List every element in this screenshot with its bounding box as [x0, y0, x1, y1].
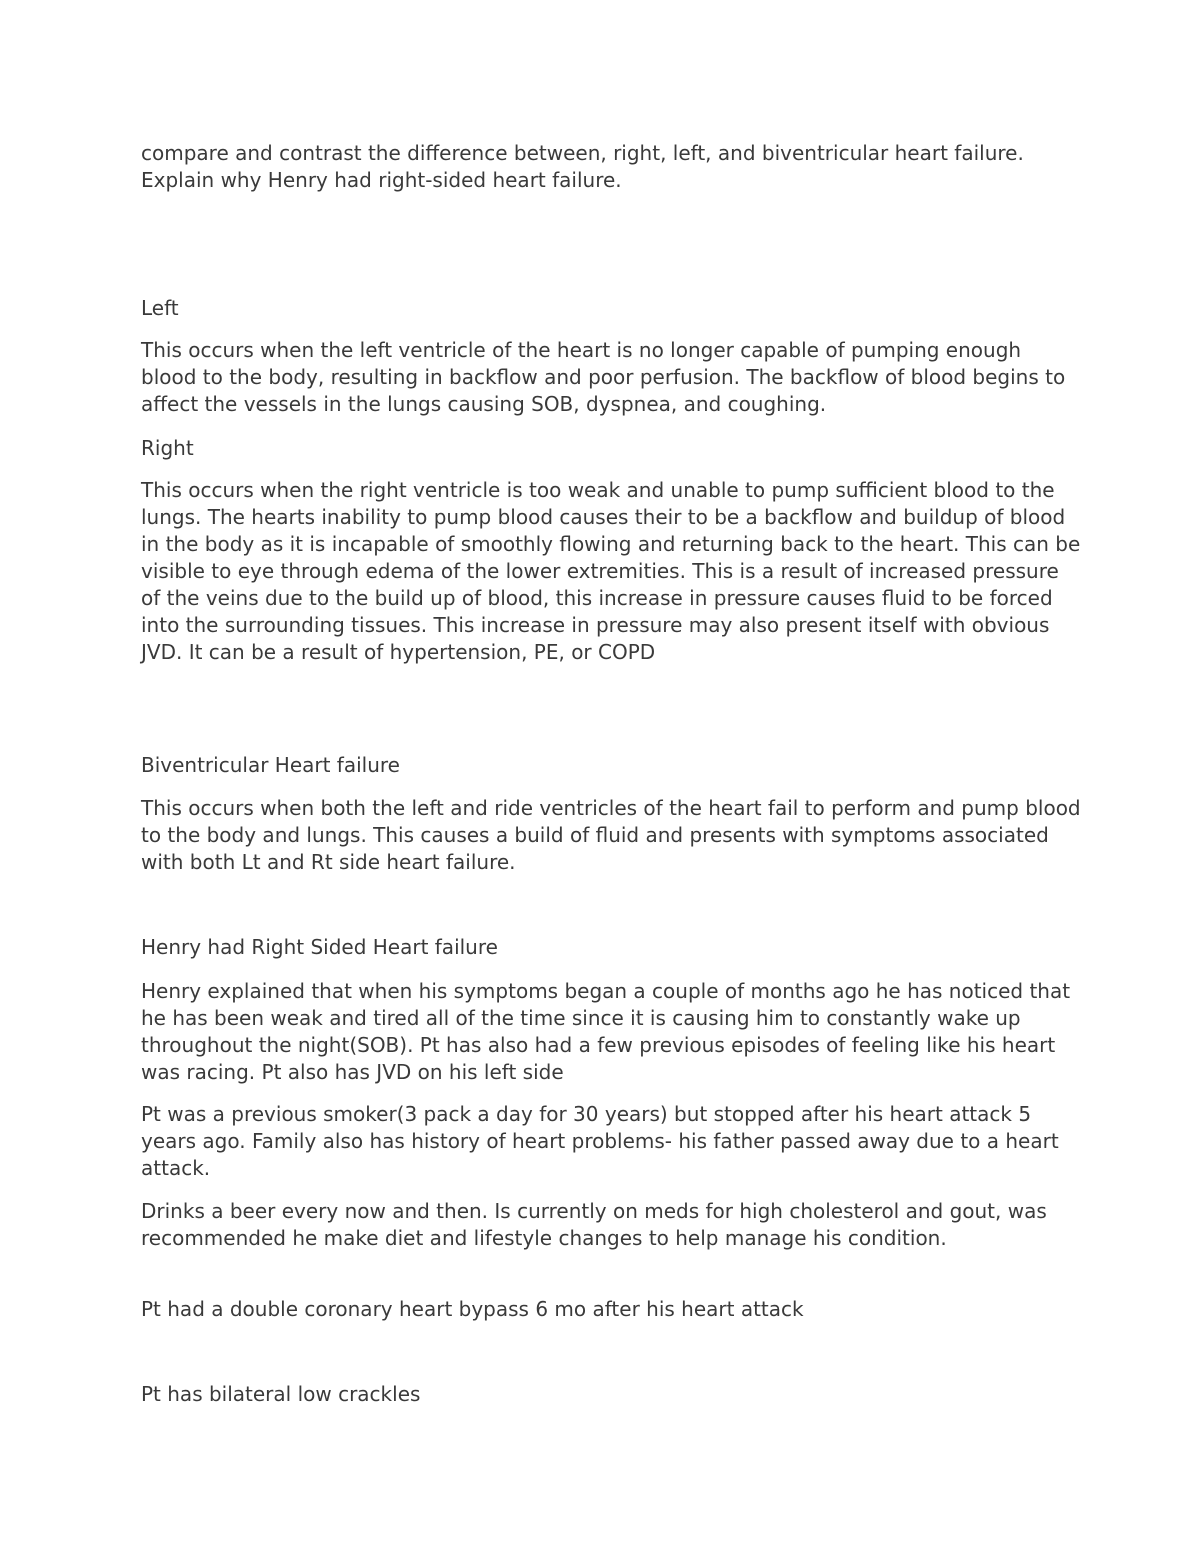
- biventricular-heading: Biventricular Heart failure: [141, 753, 400, 777]
- assignment-prompt: compare and contrast the difference between, right, left, and biventricular heart failure. Explain why Henry had right-sided heart failure.: [141, 141, 1024, 192]
- right-description: This occurs when the right ventricle is too weak and unable to pump sufficient blood to the lungs. The hearts inability to pump blood causes their to be a backflow and buildup of blood in the body as it is incapable of smoothly flowing and returning back to the heart. This can be visible to eye through edema of the lower extremities. This is a result of increased pressure of the veins due to the build up of blood, this increase in pressure causes fluid to be forced into the surrounding tissues. This increase in pressure may also present itself with obvious JVD. It can be a result of hypertension, PE, or COPD: [141, 478, 1081, 664]
- right-heading: Right: [141, 436, 194, 460]
- biventricular-description: This occurs when both the left and ride ventricles of the heart fail to perform and pump blood to the body and lungs. This causes a build of fluid and presents with symptoms associated with both Lt and Rt side heart failure.: [141, 796, 1081, 874]
- henry-crackles-paragraph: Pt has bilateral low crackles: [141, 1382, 421, 1406]
- henry-history-paragraph: Pt was a previous smoker(3 pack a day for 30 years) but stopped after his heart attack 5 years ago. Family also has history of heart problems- his father passed away due to a heart attack.: [141, 1102, 1059, 1180]
- left-description: This occurs when the left ventricle of the heart is no longer capable of pumping enough blood to the body, resulting in backflow and poor perfusion. The backflow of blood begins to affect the vessels in the lungs causing SOB, dyspnea, and coughing.: [141, 338, 1066, 416]
- henry-heading: Henry had Right Sided Heart failure: [141, 935, 498, 959]
- henry-bypass-paragraph: Pt had a double coronary heart bypass 6 mo after his heart attack: [141, 1297, 804, 1321]
- henry-symptoms-paragraph: Henry explained that when his symptoms began a couple of months ago he has noticed that he has been weak and tired all of the time since it is causing him to constantly wake up throughout the night(SOB). Pt has also had a few previous episodes of feeling like his heart was racing. Pt also has JVD on his left side: [141, 979, 1071, 1084]
- henry-lifestyle-paragraph: Drinks a beer every now and then. Is currently on meds for high cholesterol and gout, was recommended he make diet and lifestyle changes to help manage his condition.: [141, 1199, 1047, 1250]
- left-heading: Left: [141, 296, 179, 320]
